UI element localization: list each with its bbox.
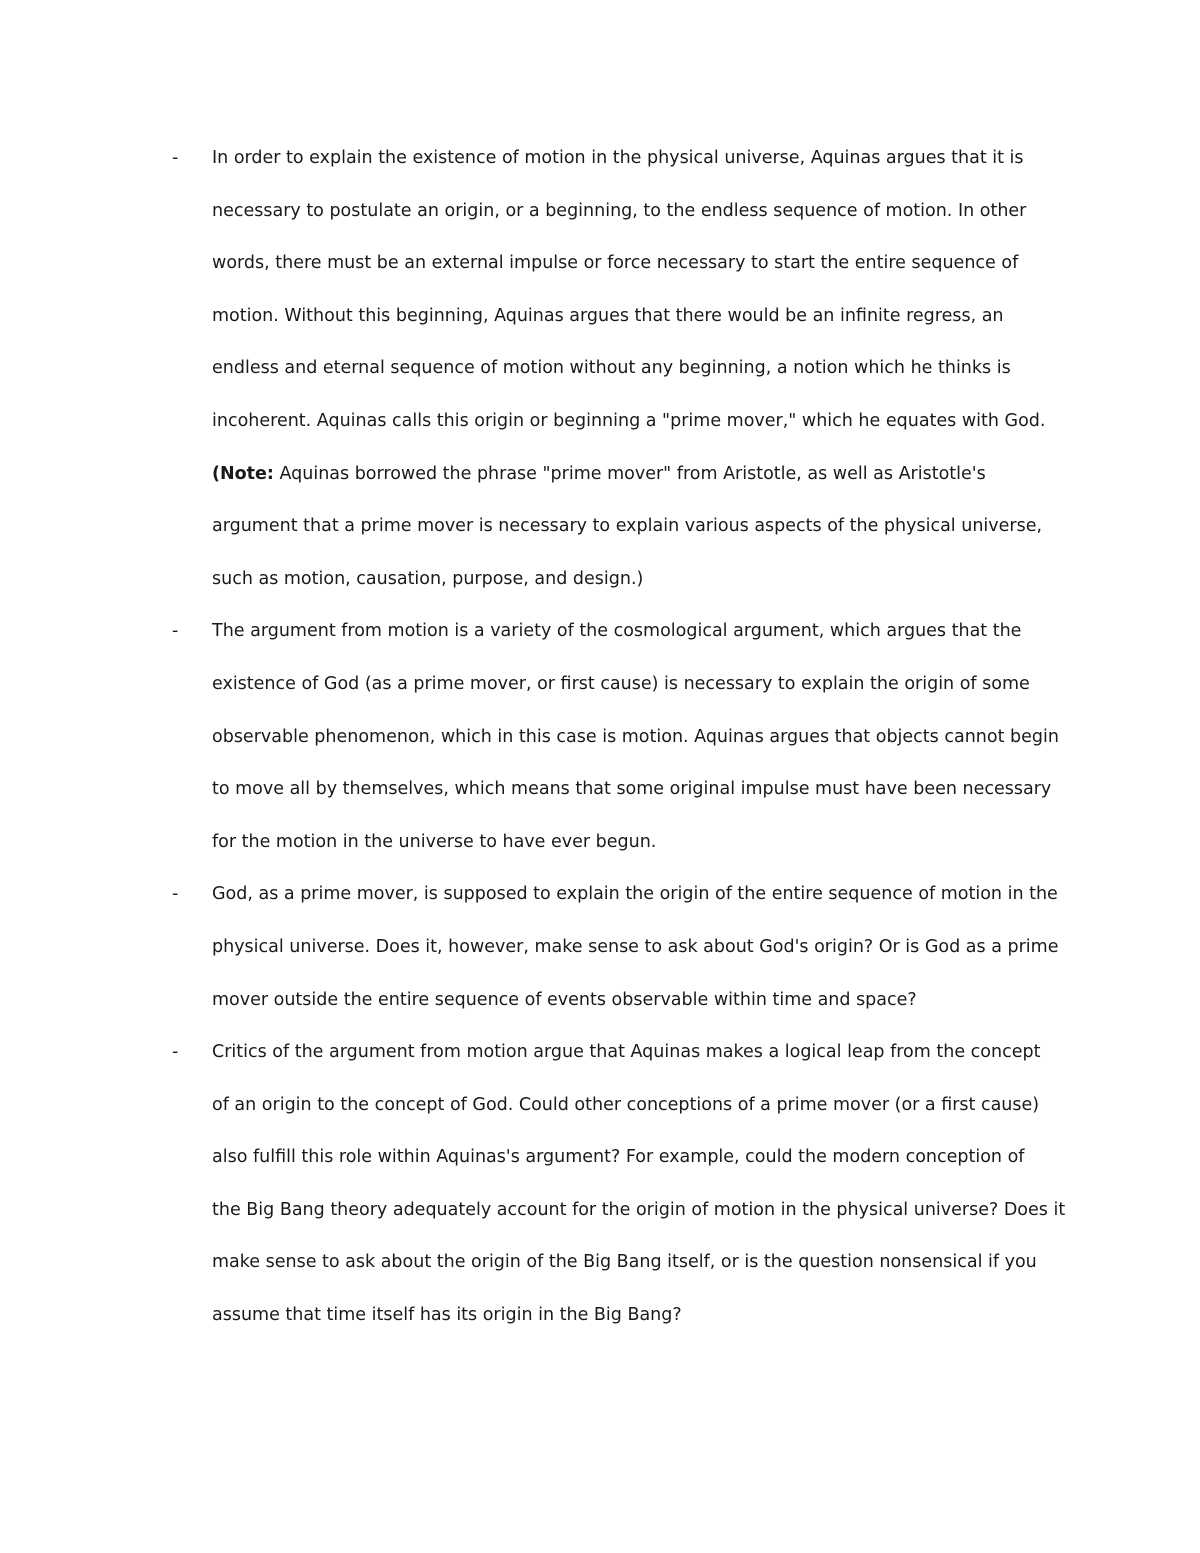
text-line: assume that time itself has its origin in the Big Bang? [212, 1305, 682, 1326]
bullet-list [170, 132, 1070, 1342]
text-line: motion. Without this beginning, Aquinas argues that there would be an infinite regress, an [212, 305, 1004, 326]
bullet-marker: - [172, 621, 179, 642]
text-line: for the motion in the universe to have ever begun. [212, 831, 657, 852]
text-line: existence of God (as a prime mover, or first cause) is necessary to explain the origin of some [212, 673, 1030, 694]
note-label: (Note: [212, 463, 274, 484]
text-line: In order to explain the existence of motion in the physical universe, Aquinas argues that it is [212, 148, 1024, 168]
paragraph-text [212, 605, 1070, 868]
bullet-marker: - [172, 1042, 179, 1063]
bullet-marker: - [172, 884, 179, 905]
text-line: words, there must be an external impulse or force necessary to start the entire sequence of [212, 253, 1019, 274]
text-line: God, as a prime mover, is supposed to explain the origin of the entire sequence of motion in the [212, 884, 1058, 905]
note-text: Aquinas borrowed the phrase "prime mover" from Aristotle, as well as Aristotle's [273, 463, 986, 484]
list-item [170, 132, 1070, 605]
text-line: incoherent. Aquinas calls this origin or beginning a "prime mover," which he equates with God. [212, 410, 1046, 431]
list-item [170, 1026, 1070, 1342]
paragraph-text [212, 132, 1070, 605]
note-line [212, 448, 1070, 501]
text-line: necessary to postulate an origin, or a beginning, to the endless sequence of motion. In other [212, 200, 1027, 221]
list-item [170, 868, 1070, 1026]
text-line: physical universe. Does it, however, make sense to ask about God's origin? Or is God as a prime [212, 936, 1059, 957]
text-line: the Big Bang theory adequately account for the origin of motion in the physical universe? Does it [212, 1199, 1066, 1220]
text-line: to move all by themselves, which means that some original impulse must have been necessary [212, 779, 1052, 800]
paragraph-text [212, 1026, 1070, 1342]
text-line: such as motion, causation, purpose, and design.) [212, 568, 644, 589]
bullet-marker: - [172, 148, 179, 168]
text-line: argument that a prime mover is necessary to explain various aspects of the physical universe, [212, 516, 1043, 537]
paragraph-text [212, 868, 1070, 1026]
text-line: observable phenomenon, which in this case is motion. Aquinas argues that objects cannot begin [212, 726, 1059, 747]
text-line: Critics of the argument from motion argue that Aquinas makes a logical leap from the concept [212, 1042, 1041, 1063]
text-line: endless and eternal sequence of motion without any beginning, a notion which he thinks is [212, 358, 1011, 379]
text-line: of an origin to the concept of God. Could other conceptions of a prime mover (or a first cause) [212, 1094, 1040, 1115]
list-item [170, 605, 1070, 868]
text-line: mover outside the entire sequence of events observable within time and space? [212, 989, 917, 1010]
text-line: make sense to ask about the origin of the Big Bang itself, or is the question nonsensical if you [212, 1252, 1037, 1273]
text-line: The argument from motion is a variety of the cosmological argument, which argues that the [212, 621, 1022, 642]
text-line: also fulfill this role within Aquinas's argument? For example, could the modern conception of [212, 1147, 1025, 1168]
